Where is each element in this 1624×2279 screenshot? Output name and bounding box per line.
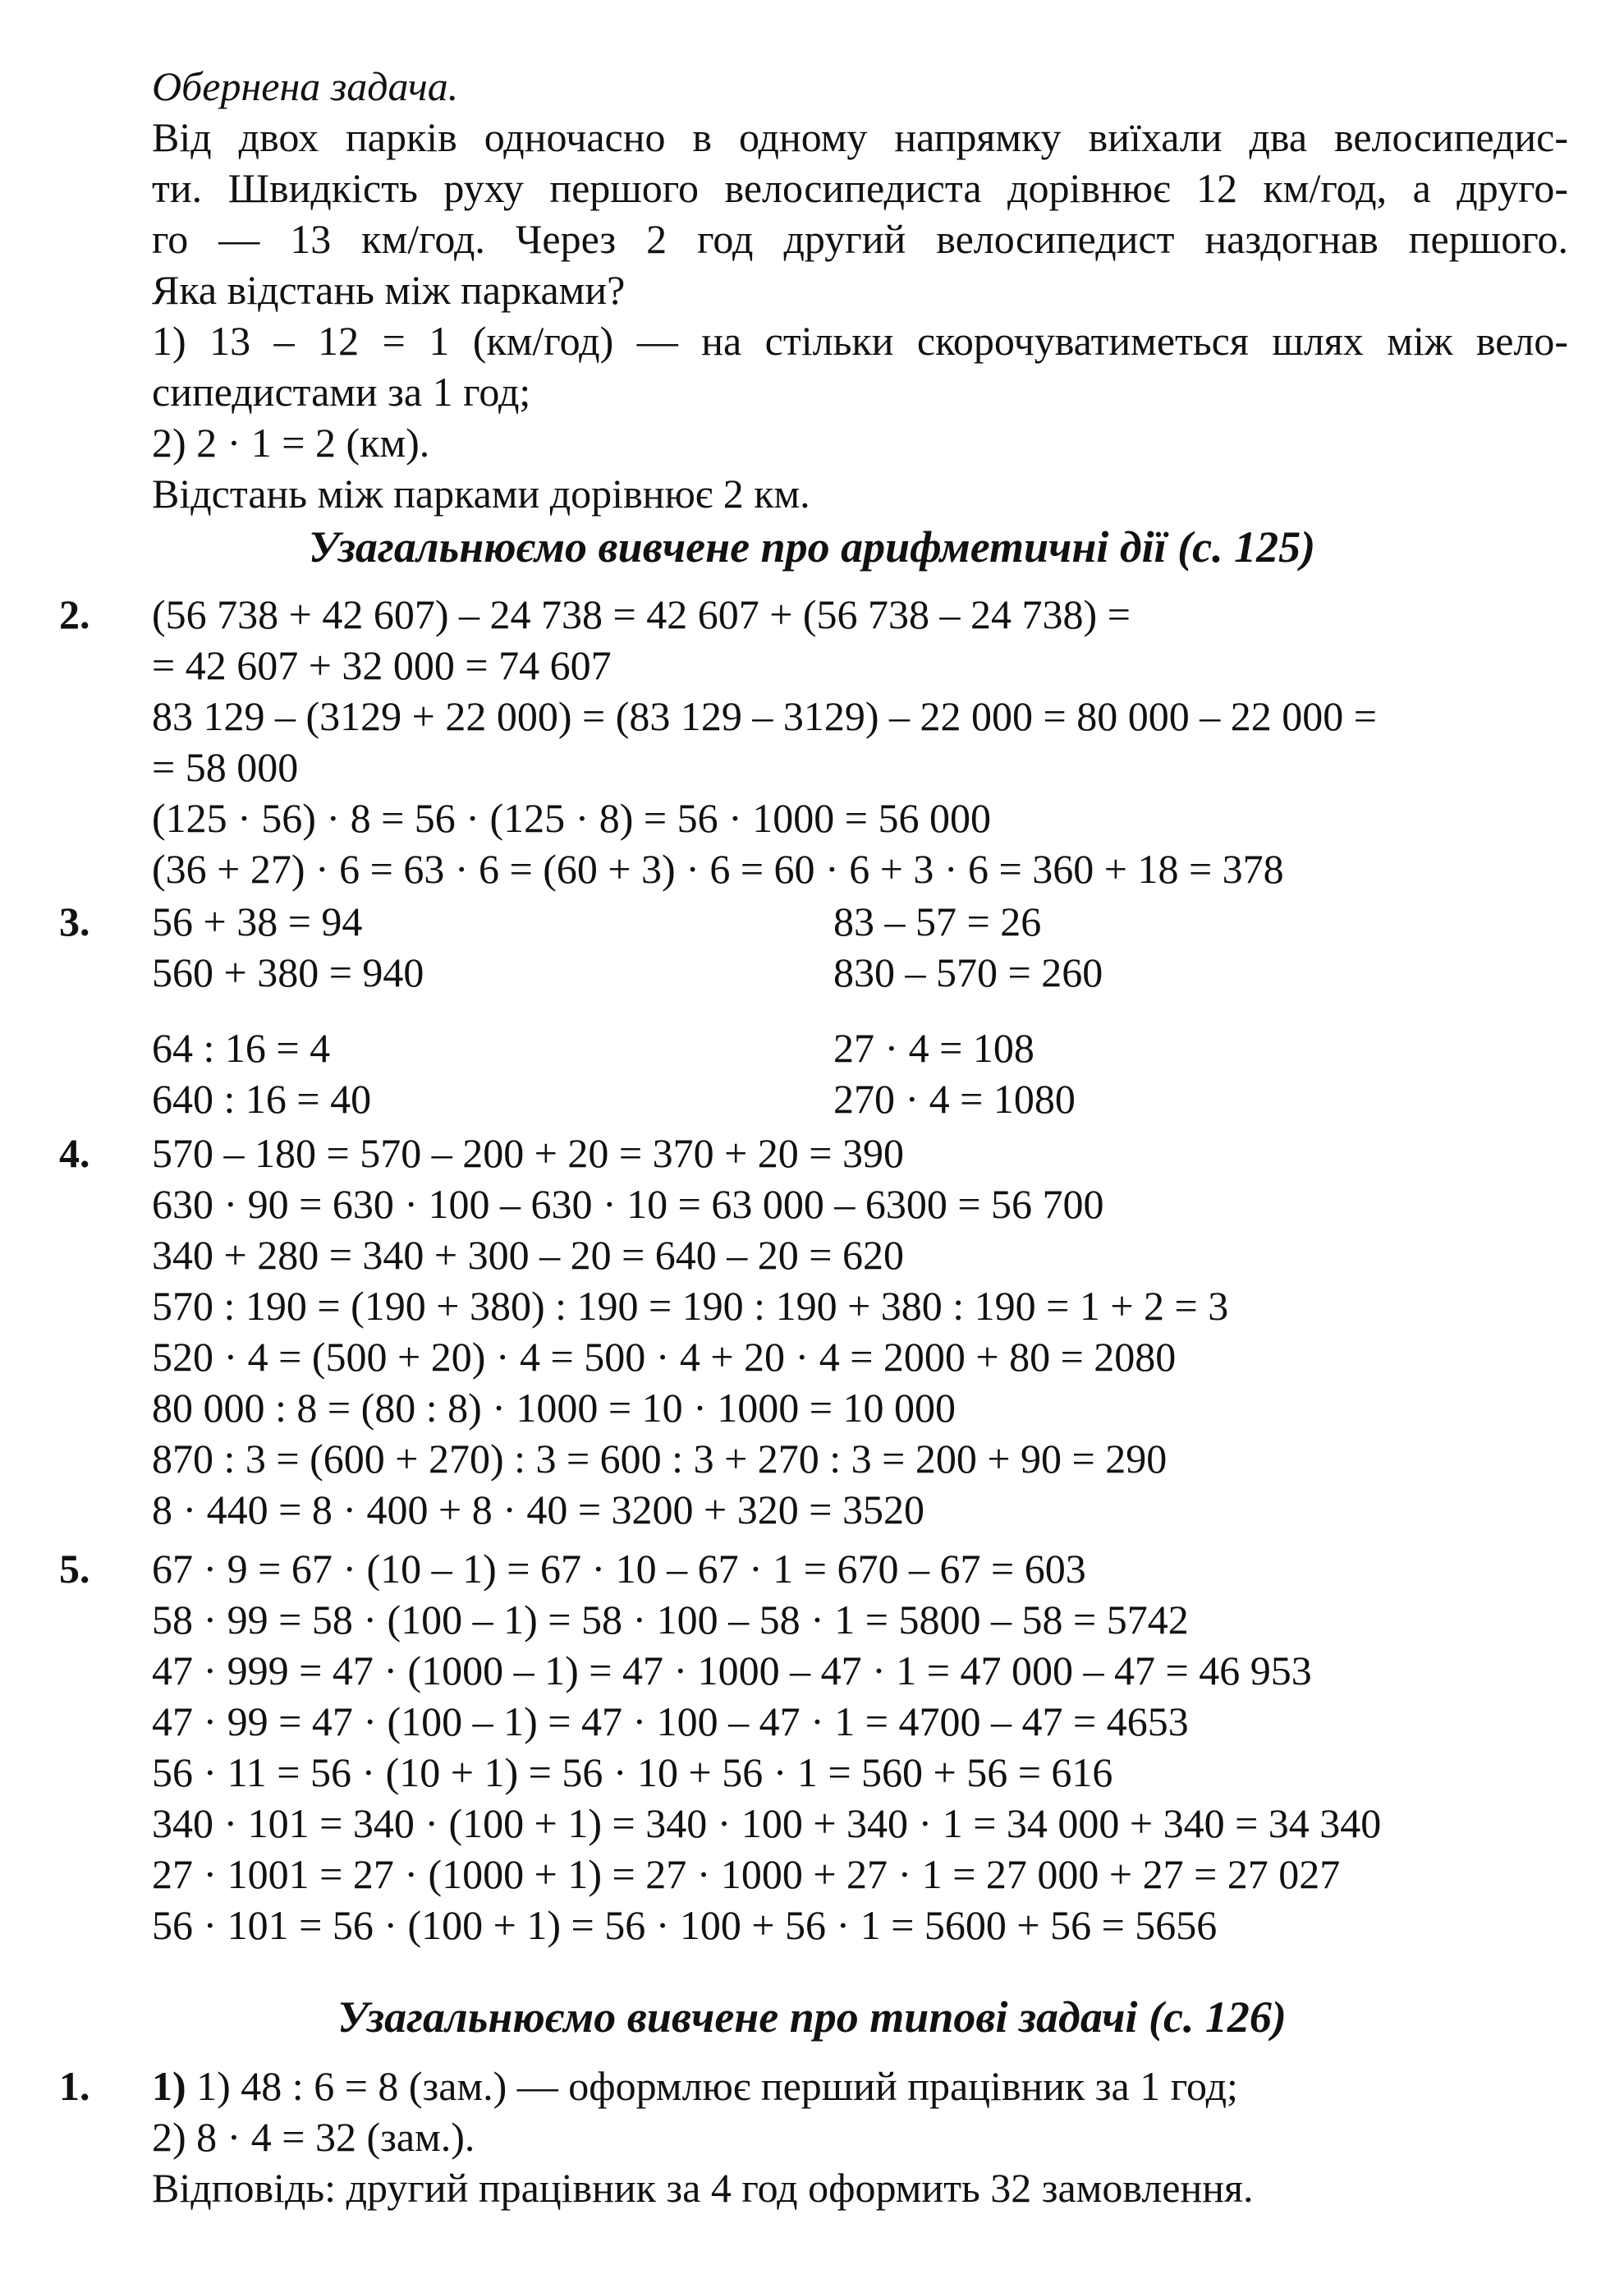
task-number: 2. (59, 591, 90, 637)
part-label: 1) (152, 2063, 186, 2109)
equation-line: 47 · 99 = 47 · (100 – 1) = 47 · 100 – 47 · 1 = 4700 – 47 = 4653 (152, 1698, 1189, 1744)
equation-line: 27 · 1001 = 27 · (1000 + 1) = 27 · 1000 + 27 · 1 = 27 000 + 27 = 27 027 (152, 1851, 1341, 1897)
equation-line: 80 000 : 8 = (80 : 8) · 1000 = 10 · 1000 = 10 000 (152, 1385, 956, 1431)
equation-line: 47 · 999 = 47 · (1000 – 1) = 47 · 1000 – 47 · 1 = 47 000 – 47 = 46 953 (152, 1647, 1312, 1693)
equation-line: 870 : 3 = (600 + 270) : 3 = 600 : 3 + 270 : 3 = 200 + 90 = 290 (152, 1436, 1168, 1482)
equation-line: 58 · 99 = 58 · (100 – 1) = 58 · 100 – 58 · 1 = 5800 – 58 = 5742 (152, 1597, 1189, 1643)
equation-line: (56 738 + 42 607) – 24 738 = 42 607 + (56 738 – 24 738) = (152, 591, 1131, 637)
equation-line: 83 129 – (3129 + 22 000) = (83 129 – 3129) – 22 000 = 80 000 – 22 000 = (152, 693, 1377, 739)
equation-left: 56 + 38 = 94 (152, 898, 363, 944)
equation-line: 340 · 101 = 340 · (100 + 1) = 340 · 100 + 340 · 1 = 34 000 + 340 = 34 340 (152, 1800, 1382, 1846)
section-heading: Узагальнюємо вивчене про типові задачі (с. 126) (337, 1992, 1287, 2042)
solution-line: 2) 8 · 4 = 32 (зам.). (152, 2114, 475, 2160)
equation-line: 340 + 280 = 340 + 300 – 20 = 640 – 20 = 620 (152, 1232, 904, 1278)
solution-line (152, 2061, 1238, 2111)
equation-line: 67 · 9 = 67 · (10 – 1) = 67 · 10 – 67 · 1 = 670 – 67 = 603 (152, 1546, 1086, 1592)
task-number: 5. (59, 1546, 90, 1592)
problem-title: Обернена задача. (152, 63, 459, 109)
problem-text-line: Яка відстань між парками? (152, 267, 626, 313)
equation-left: 640 : 16 = 40 (152, 1076, 372, 1122)
equation-right: 83 – 57 = 26 (833, 898, 1042, 944)
answer-line: Відповідь: другий працівник за 4 год оформить 32 замовлення. (152, 2165, 1254, 2211)
equation-line: = 42 607 + 32 000 = 74 607 (152, 642, 612, 688)
section-heading: Узагальнюємо вивчене про арифметичні дії (с. 125) (308, 522, 1316, 572)
equation-right: 830 – 570 = 260 (833, 949, 1103, 995)
task-number: 4. (59, 1130, 90, 1176)
equation-right: 27 · 4 = 108 (833, 1025, 1034, 1071)
solution-line: 1) 13 – 12 = 1 (км/год) — на стільки скорочуватиметься шлях між вело- (152, 318, 1568, 364)
equation-left: 560 + 380 = 940 (152, 949, 424, 995)
problem-text-line: ти. Швидкість руху першого велосипедиста дорівнює 12 км/год, а друго- (152, 165, 1568, 211)
equation-left: 64 : 16 = 4 (152, 1025, 331, 1071)
equation-line: 520 · 4 = (500 + 20) · 4 = 500 · 4 + 20 · 4 = 2000 + 80 = 2080 (152, 1334, 1177, 1380)
solution-line: 2) 2 · 1 = 2 (км). (152, 420, 430, 466)
equation-line: = 58 000 (152, 744, 299, 790)
task-number: 1. (59, 2063, 90, 2109)
answer-line: Відстань між парками дорівнює 2 км. (152, 471, 810, 517)
solution-line: сипедистами за 1 год; (152, 369, 531, 415)
equation-line: 56 · 11 = 56 · (10 + 1) = 56 · 10 + 56 · 1 = 560 + 56 = 616 (152, 1749, 1113, 1795)
task-number: 3. (59, 898, 90, 944)
equation-line: 570 – 180 = 570 – 200 + 20 = 370 + 20 = 390 (152, 1130, 904, 1176)
equation-line: 570 : 190 = (190 + 380) : 190 = 190 : 190 + 380 : 190 = 1 + 2 = 3 (152, 1283, 1229, 1329)
equation-line: (36 + 27) · 6 = 63 · 6 = (60 + 3) · 6 = 60 · 6 + 3 · 6 = 360 + 18 = 378 (152, 846, 1284, 892)
equation-right: 270 · 4 = 1080 (833, 1076, 1076, 1122)
problem-text-line: го — 13 км/год. Через 2 год другий велосипедист наздогнав першого. (152, 216, 1568, 262)
equation-line: 56 · 101 = 56 · (100 + 1) = 56 · 100 + 56 · 1 = 5600 + 56 = 5656 (152, 1902, 1218, 1948)
equation-line: 8 · 440 = 8 · 400 + 8 · 40 = 3200 + 320 = 3520 (152, 1486, 924, 1532)
equation-line: (125 · 56) · 8 = 56 · (125 · 8) = 56 · 1000 = 56 000 (152, 795, 991, 841)
problem-text-line: Від двох парків одночасно в одному напрямку виїхали два велосипедис- (152, 114, 1568, 160)
solution-text: 1) 48 : 6 = 8 (зам.) — оформлює перший працівник за 1 год; (186, 2063, 1238, 2109)
equation-line: 630 · 90 = 630 · 100 – 630 · 10 = 63 000 – 6300 = 56 700 (152, 1181, 1104, 1227)
